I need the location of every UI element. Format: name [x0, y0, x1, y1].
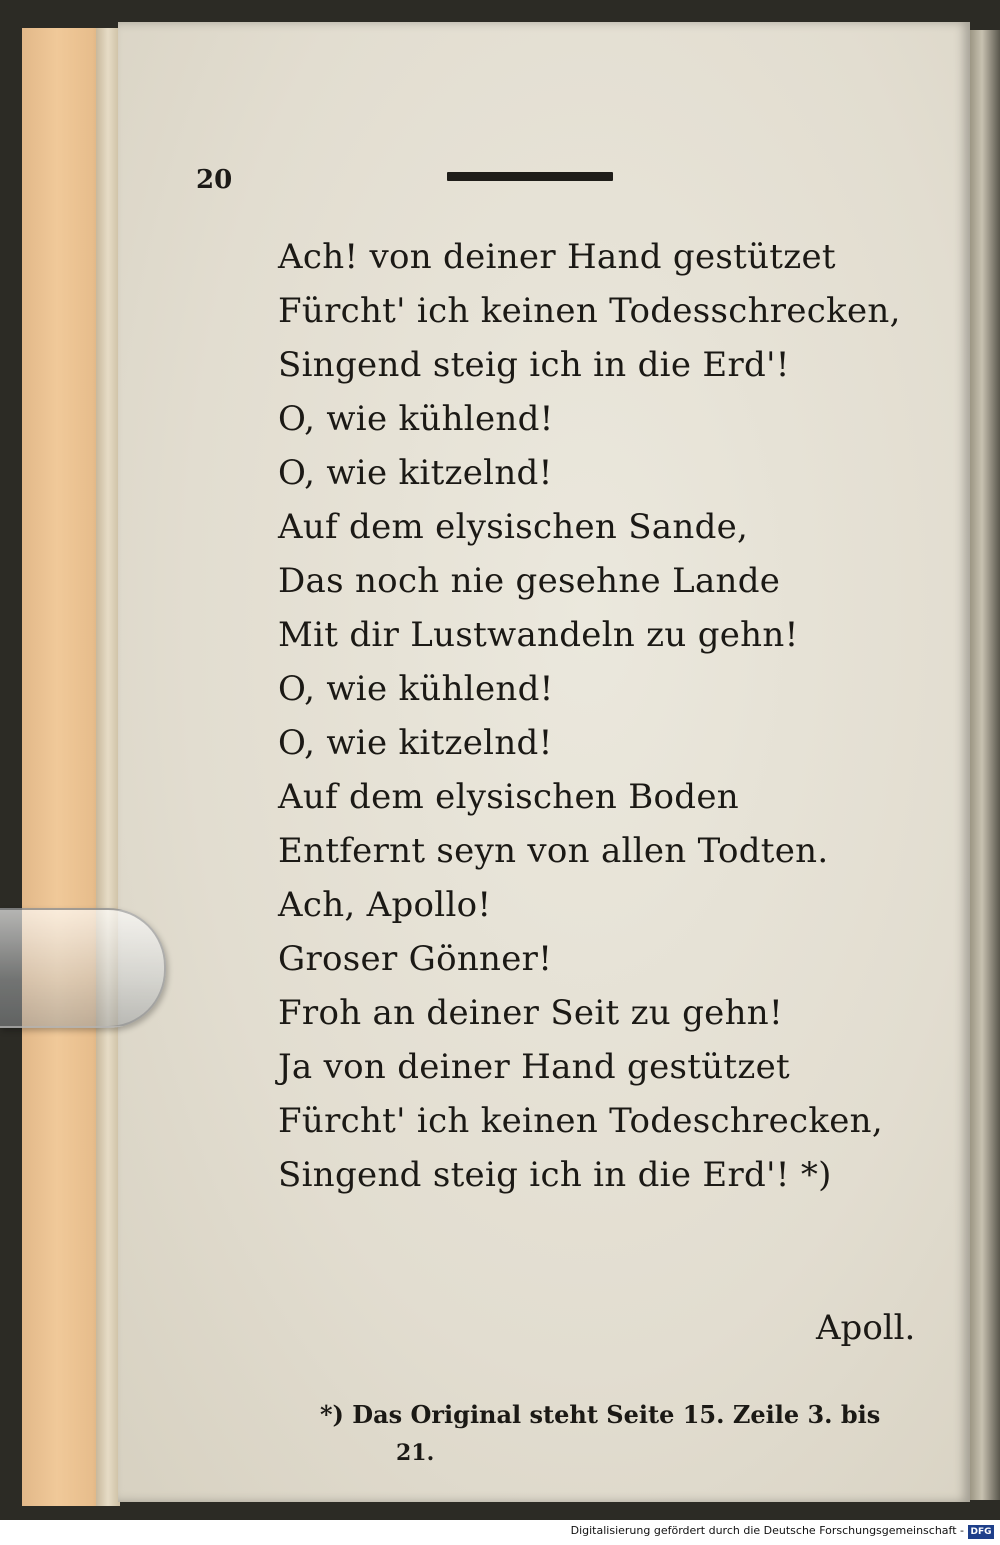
- poem-line: Singend steig ich in die Erd'!: [278, 345, 790, 385]
- poem-text: [278, 230, 901, 1202]
- poem-line: Mit dir Lustwandeln zu gehn!: [278, 615, 799, 655]
- poem-line: Auf dem elysischen Sande,: [278, 507, 749, 547]
- poem-line: Fürcht' ich keinen Todeschrecken,: [278, 1101, 883, 1141]
- credit-text: Digitalisierung gefördert durch die Deutsche Forschungsgemeinschaft -: [570, 1524, 964, 1537]
- facing-page-edge: [970, 30, 1000, 1500]
- poem-line: Ach! von deiner Hand gestützet: [278, 237, 836, 277]
- footnote-continuation: 21.: [396, 1440, 435, 1466]
- poem-line: O, wie kühlend!: [278, 669, 554, 709]
- page-stack-edge: [96, 28, 120, 1506]
- poem-line: Auf dem elysischen Boden: [278, 777, 739, 817]
- poem-line: O, wie kitzelnd!: [278, 723, 553, 763]
- poem-line: Groser Gönner!: [278, 939, 553, 979]
- poem-line: Froh an deiner Seit zu gehn!: [278, 993, 783, 1033]
- poem-line: Entfernt seyn von allen Todten.: [278, 831, 829, 871]
- catchword: Apoll.: [816, 1308, 916, 1348]
- header-rule: [447, 172, 613, 181]
- poem-line: O, wie kühlend!: [278, 399, 554, 439]
- poem-line: O, wie kitzelnd!: [278, 453, 553, 493]
- dfg-logo-icon: DFG: [968, 1525, 994, 1539]
- poem-line: Ach, Apollo!: [278, 885, 492, 925]
- poem-line: Das noch nie gesehne Lande: [278, 561, 781, 601]
- poem-line: Singend steig ich in die Erd'! *): [278, 1155, 832, 1195]
- poem-line: Ja von deiner Hand gestützet: [278, 1047, 790, 1087]
- poem-line: Fürcht' ich keinen Todesschrecken,: [278, 291, 901, 331]
- page-number: 20: [196, 165, 233, 195]
- footnote: *) Das Original steht Seite 15. Zeile 3. bis: [320, 1400, 881, 1429]
- page-holder-clip: [0, 908, 166, 1028]
